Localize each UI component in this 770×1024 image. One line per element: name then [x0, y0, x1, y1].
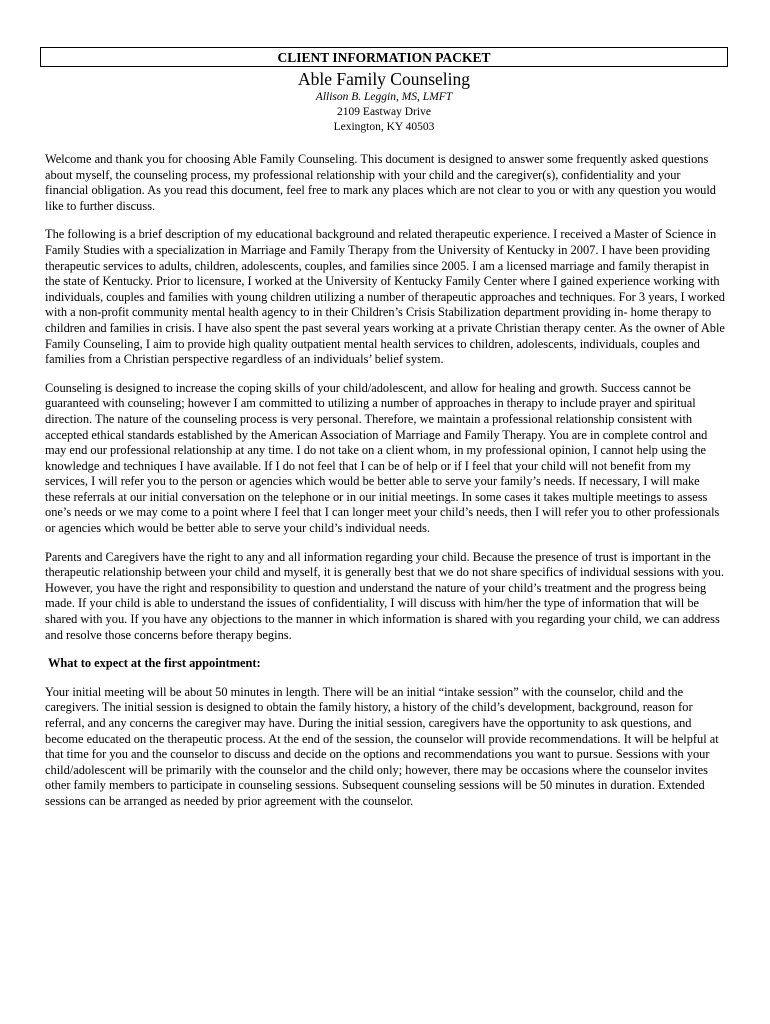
letterhead	[40, 69, 728, 135]
counseling-paragraph: Counseling is designed to increase the coping skills of your child/adolescent, and allow for healing and growth. Success cannot be guaranteed with counseling; however I am committed to utilizing a number of approaches in therapy to include prayer and spiritual direction. The nature of the counseling process is very personal. Therefore, we maintain a professional relationship consistent with accepted ethical standards established by the American Association of Marriage and Family Therapy. You are in complete control and may end our professional relationship at any time. I do not take on a client whom, in my professional opinion, I cannot help using the knowledge and techniques I have available. If I do not feel that I can be of help or if I feel that your child will not benefit from my services, I will refer you to the person or agencies which would be better able to serve your family’s needs. If necessary, I will make these referrals at our initial conversation on the telephone or in our initial meetings. In some cases it takes multiple meetings to assess one’s needs or we may come to a point where I feel that I can longer meet your child’s needs, then I will refer you to other professionals or agencies which would be better able to serve your child’s individual needs.	[45, 380, 720, 536]
first-appointment-heading: What to expect at the first appointment:	[48, 656, 261, 671]
counselor-name: Allison B. Leggin, MS, LMFT	[315, 91, 453, 103]
packet-title-box	[40, 47, 728, 67]
organization-name: Able Family Counseling	[297, 69, 471, 89]
welcome-paragraph: Welcome and thank you for choosing Able Family Counseling. This document is designed to answer some frequently asked questions about myself, the counseling process, my professional relationship with your child and the caregiver(s), confidentiality and your financial obligation. As you read this document, feel free to mark any places which are not clear to you or with any question you would like to further discuss.	[45, 152, 716, 213]
packet-title: CLIENT INFORMATION PACKET	[277, 50, 491, 65]
background-paragraph: The following is a brief description of my educational background and related therapeutic experience. I received a Master of Science in Family Studies with a specialization in Marriage and Family Therapy from the University of Kentucky in 2007. I have been providing therapeutic services to adults, children, adolescents, couples, and families since 2005. I am a licensed marriage and family therapist in the state of Kentucky. Prior to licensure, I worked at the University of Kentucky Family Center where I gained experience working with individuals, couples and families with young children utilizing a number of therapeutic approaches and techniques. For 3 years, I worked with a non-profit community mental health agency to in their Children’s Crisis Stabilization department providing in- home therapy to children and families in crisis. I have also spent the past several years working at a private Christian therapy center. As the owner of Able Family Counseling, I aim to provide high quality outpatient mental health services to children, adolescents, individuals, couples and families from a Christian perspective regardless of an individuals’ belief system.	[45, 227, 725, 367]
address-city: Lexington, KY 40503	[333, 121, 435, 133]
confidentiality-paragraph: Parents and Caregivers have the right to any and all information regarding your child. Because the presence of trust is important in the therapeutic relationship between your child and myself, it is generally best that we do not share specifics of individual sessions with you. However, you have the right and responsibility to question and understand the nature of your child’s treatment and the progress being made. If your child is able to understand the issues of confidentiality, I will discuss with him/her the type of information that will be shared with you. If you have any objections to the manner in which information is shared with you regarding your child, we can address and resolve those concerns before therapy begins.	[45, 549, 724, 642]
first-appointment-paragraph: Your initial meeting will be about 50 minutes in length. There will be an initial “intake session” with the counselor, child and the caregivers. The initial session is designed to obtain the family history, a history of the child’s development, background, reason for referral, and any concerns the caregiver may have. During the initial session, caregivers have the opportunity to ask questions, and become educated on the therapeutic process. At the end of the session, the counselor will provide recommendations. It will be helpful at that time for you and the counselor to discuss and decide on the options and recommendations you want to pursue. Sessions with your child/adolescent will be primarily with the counselor and the child only; however, there may be occasions where the counselor invites other family members to participate in counseling sessions. Subsequent counseling sessions will be 50 minutes in duration. Extended sessions can be arranged as needed by prior agreement with the counselor.	[45, 684, 719, 808]
document-body	[45, 152, 725, 823]
address-street: 2109 Eastway Drive	[337, 106, 431, 118]
